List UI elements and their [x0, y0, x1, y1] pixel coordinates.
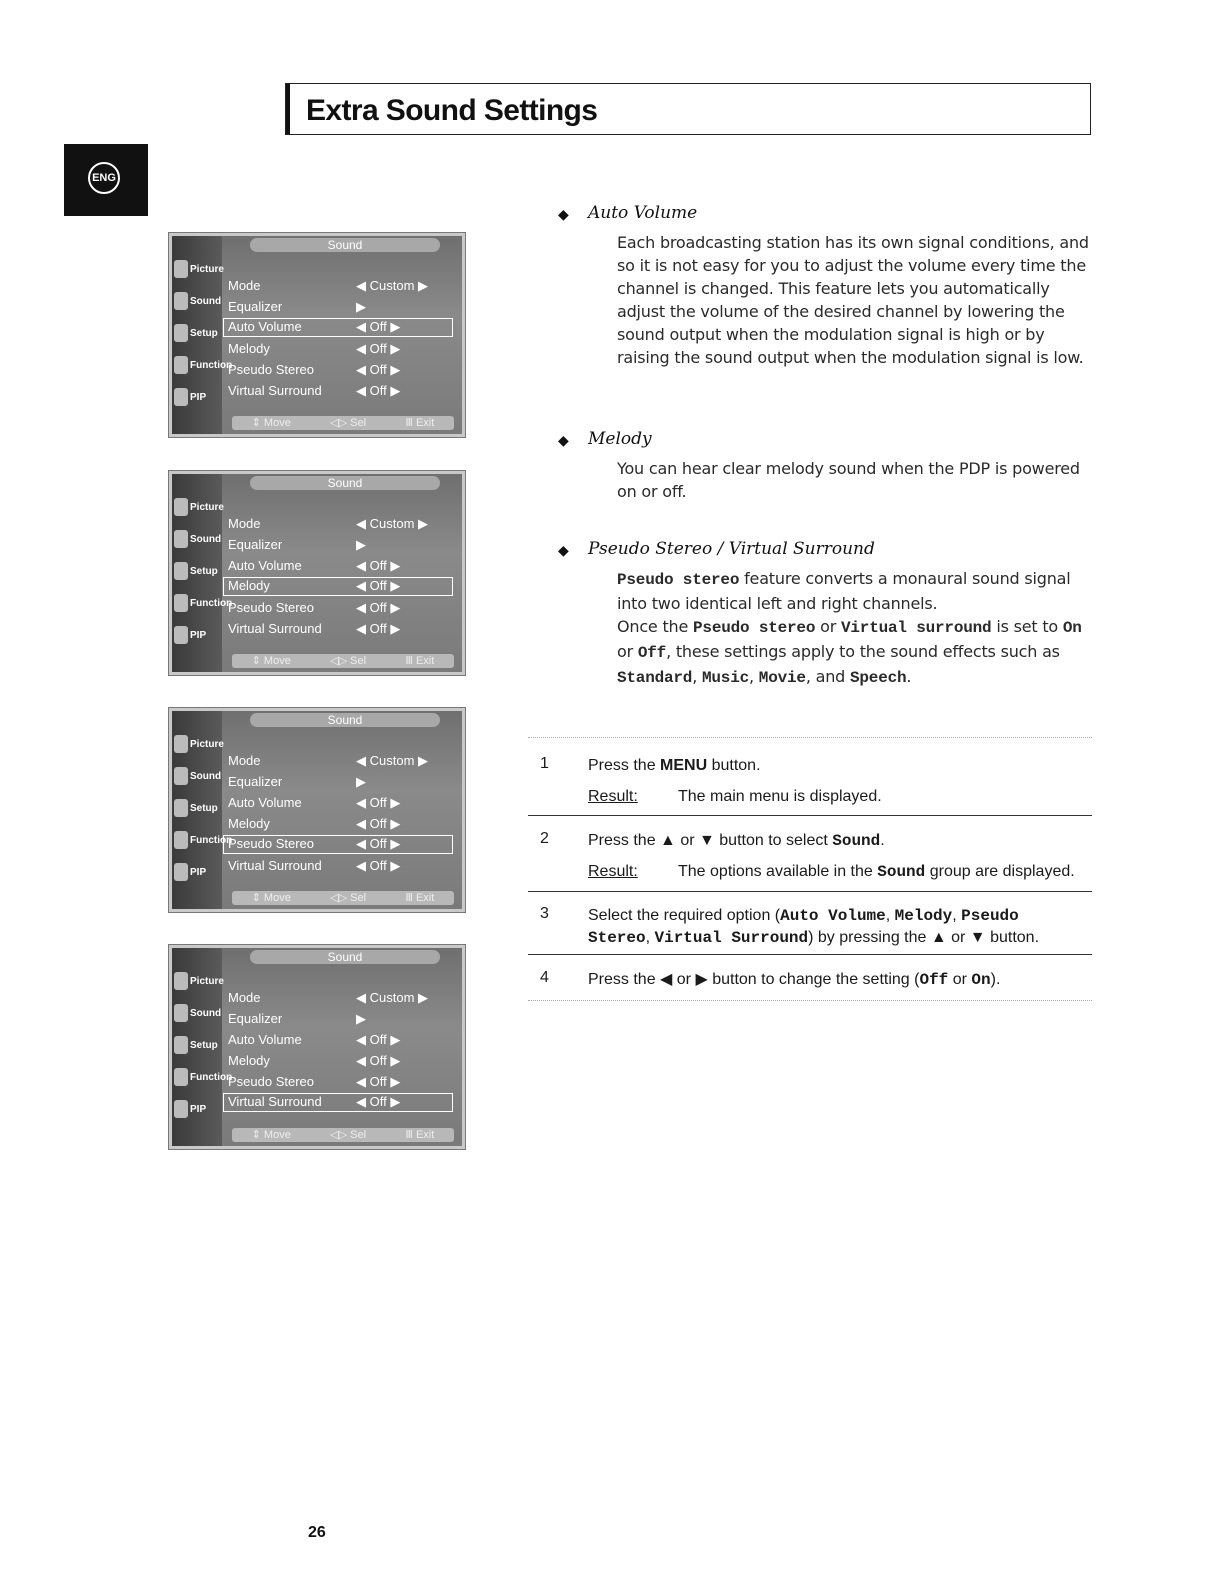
menu-category-icon — [174, 594, 188, 612]
page-number: 26 — [308, 1524, 326, 1541]
term: On — [1062, 619, 1082, 637]
osd-footer: ⇕ Move ◁▷ Sel Ⅲ Exit — [232, 416, 454, 430]
divider — [528, 815, 1092, 816]
osd-footer: ⇕ Move ◁▷ Sel Ⅲ Exit — [232, 654, 454, 668]
menu-category-icon — [174, 292, 188, 310]
osd-menu-row: Equalizer ▶ — [228, 537, 366, 552]
osd-menu-row: Virtual Surround ◀ Off ▶ — [228, 383, 401, 398]
step-text: Select the required option (Auto Volume, Melody, Pseudo Stereo, Virtual Surround) by pressing the ▲ or ▼ button. — [588, 907, 1040, 947]
result-text: The options available in the Sound group are displayed. — [678, 863, 1075, 881]
text: , and — [805, 667, 850, 686]
osd-side-item: Function — [174, 825, 220, 855]
osd-menu-row: Melody ◀ Off ▶ — [223, 577, 453, 596]
language-label: ENG — [88, 162, 120, 194]
osd-footer: ⇕ Move ◁▷ Sel Ⅲ Exit — [232, 891, 454, 905]
menu-category-icon — [174, 356, 188, 374]
step-number: 3 — [540, 905, 549, 922]
osd-screenshot — [168, 470, 466, 676]
osd-side-item: Picture — [174, 966, 220, 996]
osd-side-item: Sound — [174, 761, 220, 791]
menu-category-icon — [174, 831, 188, 849]
result-label: Result: — [588, 863, 638, 880]
step-number: 4 — [540, 969, 549, 986]
feature-title: Melody — [588, 429, 652, 449]
step-text: Press the MENU button. — [588, 757, 761, 774]
text: or — [617, 642, 638, 661]
osd-screen — [172, 474, 462, 672]
osd-menu-row: Virtual Surround ◀ Off ▶ — [228, 621, 401, 636]
text: , these settings apply to the sound effects such as — [666, 642, 1060, 661]
menu-category-icon — [174, 626, 188, 644]
feature-title: Auto Volume — [588, 203, 698, 223]
osd-menu-row: Pseudo Stereo ◀ Off ▶ — [228, 362, 401, 377]
osd-side-item: PIP — [174, 1094, 220, 1124]
osd-sidebar — [172, 236, 233, 434]
osd-menu-row: Mode ◀ Custom ▶ — [228, 278, 429, 293]
osd-side-item: Sound — [174, 524, 220, 554]
menu-category-icon — [174, 1004, 188, 1022]
osd-header: Sound — [250, 713, 440, 727]
osd-side-item: Picture — [174, 492, 220, 522]
menu-category-icon — [174, 1100, 188, 1118]
osd-menu-row: Pseudo Stereo ◀ Off ▶ — [228, 1074, 401, 1089]
osd-side-item: Sound — [174, 998, 220, 1028]
osd-menu-row: Melody ◀ Off ▶ — [228, 1053, 401, 1068]
menu-category-icon — [174, 863, 188, 881]
menu-category-icon — [174, 799, 188, 817]
osd-side-item: PIP — [174, 382, 220, 412]
feature-melody — [558, 429, 1098, 509]
osd-sidebar — [172, 711, 233, 909]
osd-side-item: PIP — [174, 857, 220, 887]
osd-screenshot — [168, 944, 466, 1150]
feature-body: You can hear clear melody sound when the PDP is powered on or off. — [617, 459, 1080, 501]
menu-category-icon — [174, 767, 188, 785]
osd-menu-row: Melody ◀ Off ▶ — [228, 341, 401, 356]
menu-category-icon — [174, 530, 188, 548]
osd-menu-row: Mode ◀ Custom ▶ — [228, 990, 429, 1005]
term: Speech — [849, 669, 907, 687]
step-text: Press the ▲ or ▼ button to select Sound. — [588, 832, 885, 850]
osd-menu-row: Mode ◀ Custom ▶ — [228, 516, 429, 531]
text: Once the — [617, 617, 694, 636]
language-badge — [64, 144, 148, 216]
osd-menu-row: Auto Volume ◀ Off ▶ — [228, 1032, 401, 1047]
step-number: 2 — [540, 830, 549, 847]
osd-screenshot — [168, 707, 466, 913]
menu-category-icon — [174, 498, 188, 516]
text: or — [815, 617, 841, 636]
osd-menu-row: Pseudo Stereo ◀ Off ▶ — [223, 835, 453, 854]
feature-title: Pseudo Stereo / Virtual Surround — [588, 539, 875, 559]
osd-side-item: Sound — [174, 286, 220, 316]
term: Pseudo stereo — [693, 619, 816, 637]
term: Pseudo stereo — [617, 571, 740, 589]
osd-header: Sound — [250, 950, 440, 964]
osd-side-item: Setup — [174, 793, 220, 823]
osd-menu-row: Mode ◀ Custom ▶ — [228, 753, 429, 768]
osd-side-item: Setup — [174, 556, 220, 586]
menu-category-icon — [174, 1036, 188, 1054]
osd-side-item: Setup — [174, 318, 220, 348]
step-text: Press the ◀ or ▶ button to change the setting (Off or On). — [588, 971, 1001, 989]
text: , — [692, 667, 702, 686]
title-box — [285, 83, 1091, 135]
osd-menu-row: Melody ◀ Off ▶ — [228, 816, 401, 831]
osd-side-item: Picture — [174, 254, 220, 284]
menu-category-icon — [174, 324, 188, 342]
text: , — [749, 667, 759, 686]
menu-category-icon — [174, 388, 188, 406]
osd-screen — [172, 948, 462, 1146]
feature-body — [617, 567, 1095, 690]
page-title: Extra Sound Settings — [306, 94, 598, 127]
osd-side-item: Function — [174, 350, 220, 380]
menu-category-icon — [174, 562, 188, 580]
osd-sidebar — [172, 474, 233, 672]
osd-screen — [172, 236, 462, 434]
feature-body: Each broadcasting station has its own signal conditions, and so it is not easy for you to adjust the volume every time the channel is changed. This feature lets you automatically adjust the volume of the desired channel by lowering the sound output when the modulation signal is high or by raising the sound output when the modulation signal is low. — [617, 233, 1089, 367]
step-number: 1 — [540, 755, 549, 772]
menu-category-icon — [174, 1068, 188, 1086]
osd-menu-row: Virtual Surround ◀ Off ▶ — [223, 1093, 453, 1112]
osd-side-item: Function — [174, 588, 220, 618]
text: is set to — [991, 617, 1063, 636]
divider — [528, 891, 1092, 892]
text: feature converts a monaural sound signal into two identical left and right channels. — [617, 569, 1071, 613]
result-label: Result: — [588, 788, 638, 805]
menu-category-icon — [174, 972, 188, 990]
term: Off — [637, 644, 667, 662]
osd-menu-row: Equalizer ▶ — [228, 774, 366, 789]
text: . — [906, 667, 912, 686]
osd-side-item: PIP — [174, 620, 220, 650]
osd-side-item: Function — [174, 1062, 220, 1092]
diamond-bullet-icon: ◆ — [558, 206, 569, 222]
result-text: The main menu is displayed. — [678, 788, 882, 805]
osd-screen — [172, 711, 462, 909]
diamond-bullet-icon: ◆ — [558, 432, 569, 448]
osd-header: Sound — [250, 238, 440, 252]
osd-menu-row: Equalizer ▶ — [228, 1011, 366, 1026]
divider — [528, 954, 1092, 955]
osd-menu-row: Auto Volume ◀ Off ▶ — [228, 795, 401, 810]
osd-side-item: Picture — [174, 729, 220, 759]
osd-menu-row: Virtual Surround ◀ Off ▶ — [228, 858, 401, 873]
diamond-bullet-icon: ◆ — [558, 542, 569, 558]
divider — [528, 737, 1092, 738]
title-bar — [286, 84, 290, 134]
divider — [528, 1000, 1092, 1001]
osd-screenshot — [168, 232, 466, 438]
osd-menu-row: Equalizer ▶ — [228, 299, 366, 314]
osd-menu-row: Auto Volume ◀ Off ▶ — [223, 318, 453, 337]
menu-category-icon — [174, 260, 188, 278]
osd-footer: ⇕ Move ◁▷ Sel Ⅲ Exit — [232, 1128, 454, 1142]
osd-header: Sound — [250, 476, 440, 490]
menu-category-icon — [174, 735, 188, 753]
osd-sidebar — [172, 948, 233, 1146]
feature-pseudo-stereo — [558, 539, 1098, 689]
osd-menu-row: Pseudo Stereo ◀ Off ▶ — [228, 600, 401, 615]
osd-side-item: Setup — [174, 1030, 220, 1060]
term: Movie — [758, 669, 806, 687]
term: Standard — [617, 669, 693, 687]
term: Music — [702, 669, 750, 687]
osd-menu-row: Auto Volume ◀ Off ▶ — [228, 558, 401, 573]
term: Virtual surround — [841, 619, 992, 637]
feature-auto-volume — [558, 203, 1098, 403]
